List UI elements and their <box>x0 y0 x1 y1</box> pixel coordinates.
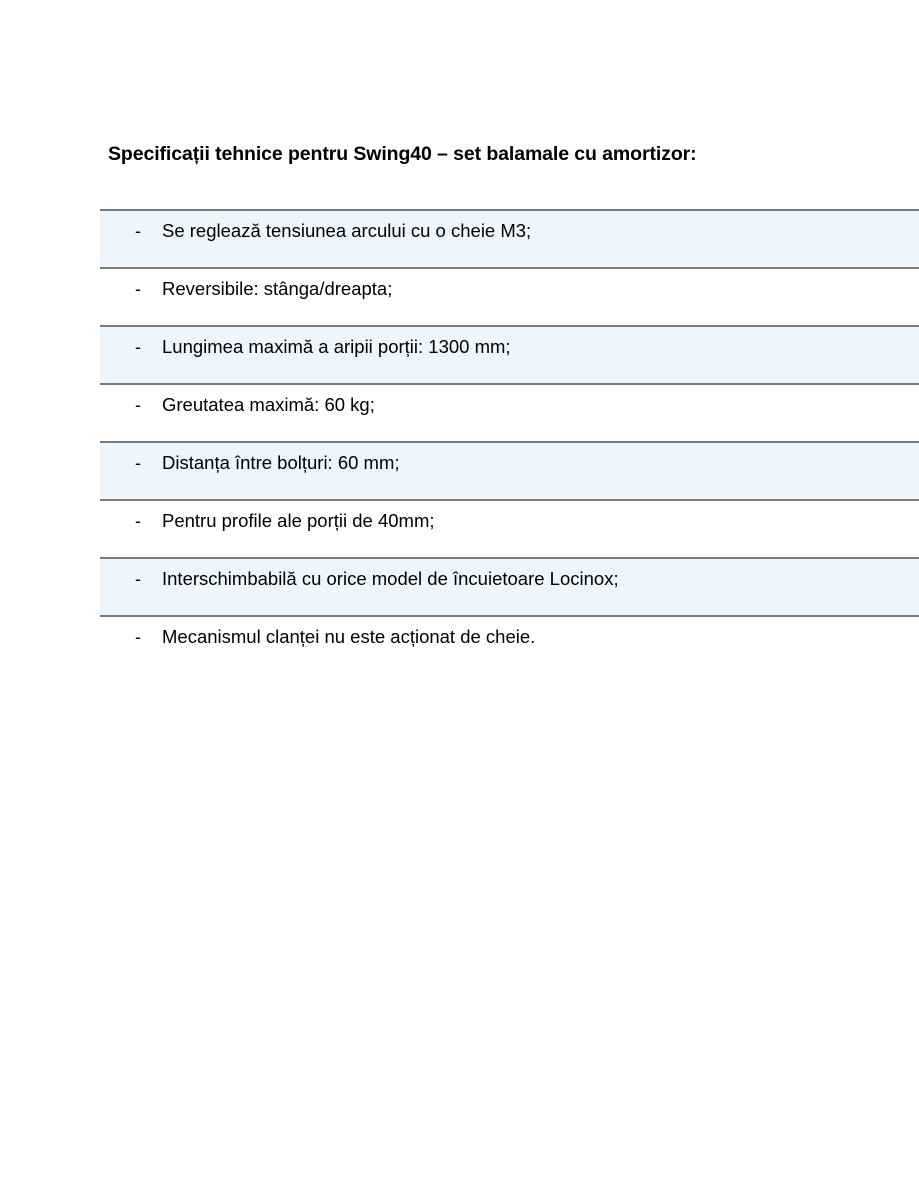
bullet-dash: - <box>135 221 141 241</box>
spec-text: Se reglează tensiunea arcului cu o cheie M3; <box>162 220 532 241</box>
bullet-dash: - <box>135 337 141 357</box>
spec-text: Mecanismul clanței nu este acționat de cheie. <box>162 626 536 647</box>
spec-row <box>100 383 919 441</box>
spec-row <box>100 499 919 557</box>
spec-row <box>100 615 919 673</box>
spec-text: Interschimbabilă cu orice model de încuietoare Locinox; <box>162 568 619 589</box>
spec-row <box>100 267 919 325</box>
bullet-dash: - <box>135 279 141 299</box>
spec-row <box>100 557 919 615</box>
spec-text: Reversibile: stânga/dreapta; <box>162 278 393 299</box>
bullet-dash: - <box>135 627 141 647</box>
spec-row <box>100 441 919 499</box>
spec-text: Lungimea maximă a aripii porții: 1300 mm; <box>162 336 511 357</box>
spec-text: Distanța între bolțuri: 60 mm; <box>162 452 400 473</box>
bullet-dash: - <box>135 511 141 531</box>
bullet-dash: - <box>135 569 141 589</box>
bullet-dash: - <box>135 395 141 415</box>
spec-row <box>100 209 919 267</box>
page-title: Specificații tehnice pentru Swing40 – set balamale cu amortizor: <box>108 143 697 165</box>
spec-row <box>100 325 919 383</box>
spec-text: Greutatea maximă: 60 kg; <box>162 394 375 415</box>
spec-table <box>100 209 919 673</box>
spec-text: Pentru profile ale porții de 40mm; <box>162 510 435 531</box>
bullet-dash: - <box>135 453 141 473</box>
